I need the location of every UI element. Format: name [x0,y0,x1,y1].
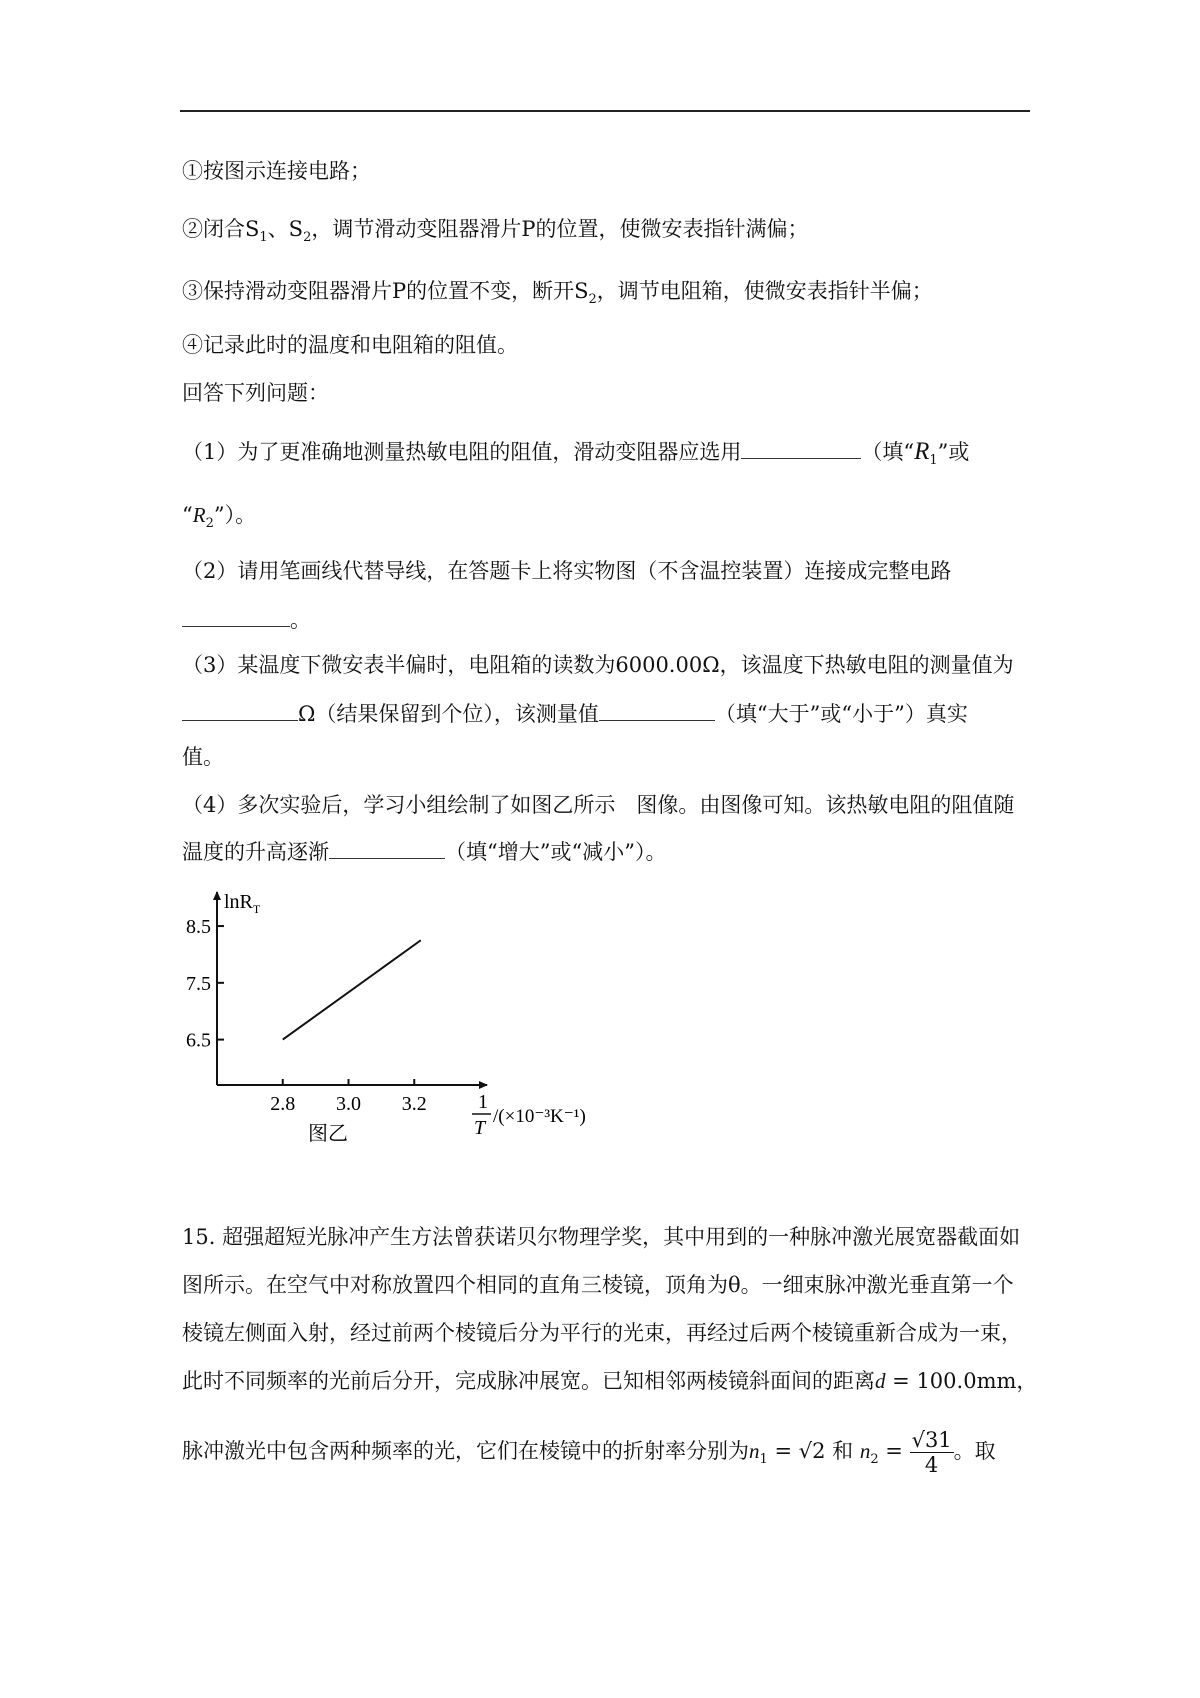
y-tick-label: 7.5 [186,972,211,995]
figure-yi-chart [180,880,620,1150]
header-rule [180,110,1030,112]
question-1: （1）为了更准确地测量热敏电阻的阻值，滑动变阻器应选用 （填“$R_1$”或 [182,438,970,469]
question-2: （2）请用笔画线代替导线，在答题卡上将实物图（不含温控装置）连接成完整电路 [182,559,952,583]
q15-line-5: 脉冲激光中包含两种频率的光，它们在棱镜中的折射率分别为$n_1 = √2$ 和 $n_2$ = $\frac{√31}{4}$ 。取 [182,1428,996,1477]
x-tick-label: 2.8 [270,1093,296,1115]
y-axis-label: lnR$_T$ [224,891,261,916]
x-axis-label-unit: /(×10⁻³K⁻¹) [493,1106,586,1127]
q15-line-4: 此时不同频率的光前后分开，完成脉冲展宽。已知相邻两棱镜斜面间的距离d = 100.0mm， [182,1369,1038,1393]
fraction-sqrt31-over-4: $\frac{√31}{4}$ [911,1428,952,1477]
question-3: （3）某温度下微安表半偏时，电阻箱的读数为6000.00Ω，该温度下热敏电阻的测量值为 [182,653,1014,677]
question-4: （4）多次实验后，学习小组绘制了如图乙所示 图像。由图像可知。该热敏电阻的阻值随 [182,793,1015,817]
question-3-end: 值。 [182,745,224,769]
question-3-cont: Ω（结果保留到个位），该测量值 （填“大于”或“小于”）真实 [182,698,968,729]
step-4: ④记录此时的温度和电阻箱的阻值。 [182,333,518,357]
step-2: ②闭合$S_1$、$S_2$，调节滑动变阻器滑片P的位置，使微安表指针满偏； [182,217,809,246]
step-3: ③保持滑动变阻器滑片P的位置不变，断开$S_2$，调节电阻箱，使微安表指针半偏； [182,279,933,308]
x-axis-label-numerator: 1 [478,1091,488,1113]
x-axis-label-denominator: T [474,1117,486,1139]
answer-blank-1[interactable] [741,436,861,459]
x-tick-label: 3.2 [401,1093,427,1115]
figure-caption: 图乙 [308,1123,348,1145]
question-1-cont: “$R_2$”）。 [182,503,257,532]
answer-blank-2[interactable] [182,604,290,627]
answer-blank-4[interactable] [599,698,715,721]
answer-blank-5[interactable] [329,836,445,859]
question-4-cont: 温度的升高逐渐 （填“增大”或“减小”）。 [182,836,666,867]
y-tick-label: 6.5 [186,1029,211,1052]
series-line [283,940,421,1039]
q15-line-1: 15. 超强超短光脉冲产生方法曾获诺贝尔物理学奖，其中用到的一种脉冲激光展宽器截面如 [182,1225,1021,1249]
question-2-cont: 。 [182,604,311,635]
answer-blank-3[interactable] [182,698,298,721]
q15-line-3: 棱镜左侧面入射，经过前两个棱镜后分为平行的光束，再经过后两个棱镜重新合成为一束， [182,1321,1022,1345]
prompt-text: 回答下列问题： [182,381,329,405]
q15-line-2: 图所示。在空气中对称放置四个相同的直角三棱镜，顶角为θ。一细束脉冲激光垂直第一个 [182,1273,1014,1297]
step-1: ①按图示连接电路； [182,159,371,183]
x-tick-label: 3.0 [336,1093,361,1115]
y-tick-label: 8.5 [186,916,211,939]
